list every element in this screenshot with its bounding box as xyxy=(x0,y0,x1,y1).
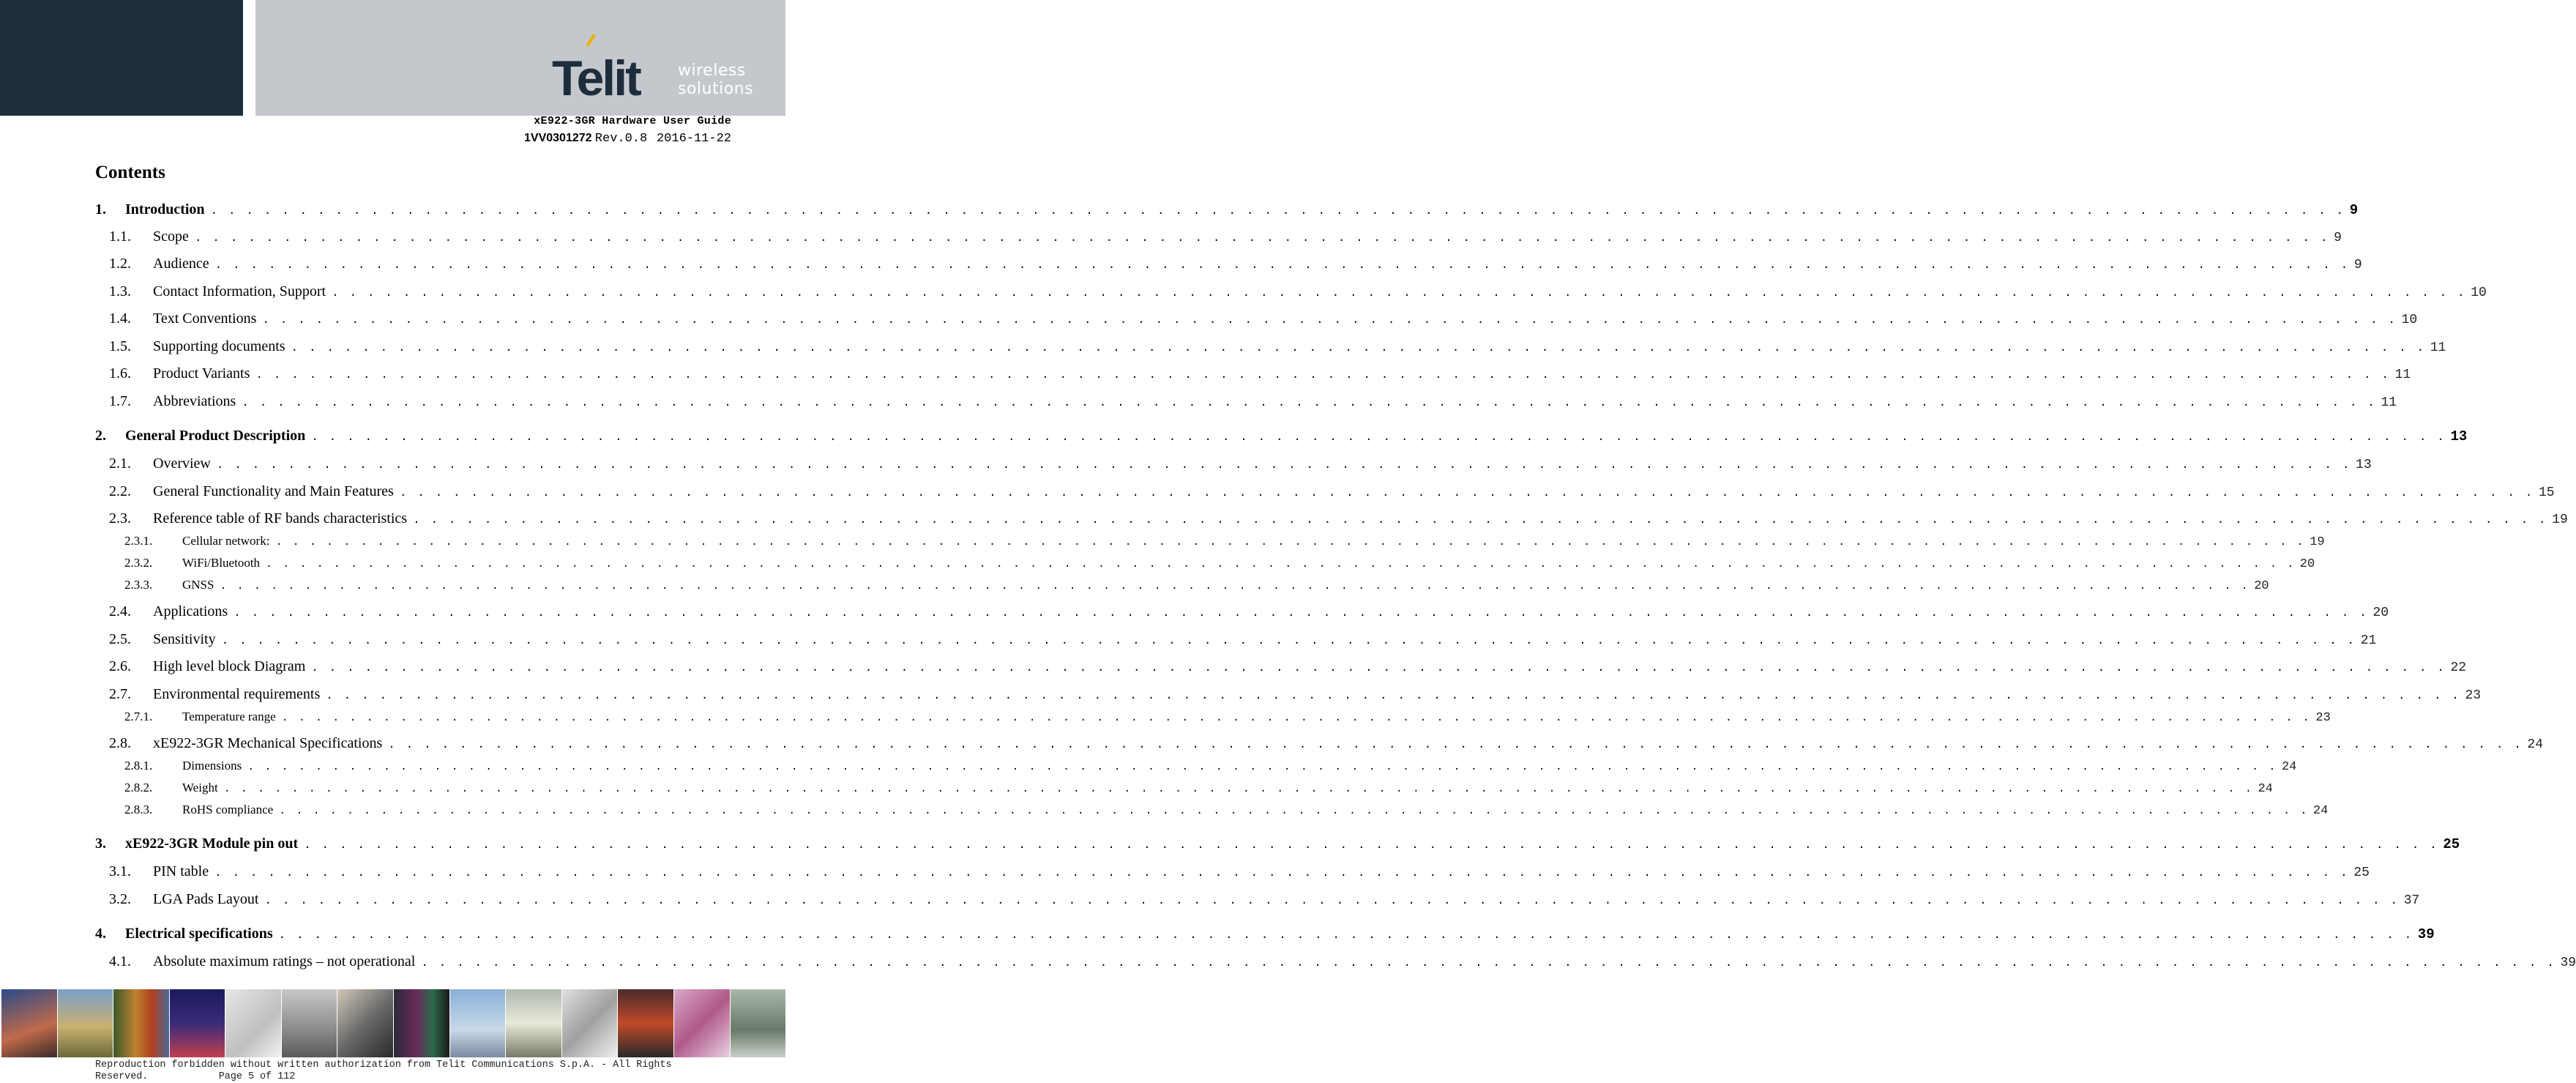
toc-entry[interactable] xyxy=(124,534,2325,549)
footer-photo xyxy=(282,989,337,1057)
toc-entry-number: 2.1. xyxy=(109,455,131,472)
toc-entry-number: 2.8.2. xyxy=(124,781,153,794)
toc-entry-title[interactable]: Reference table of RF bands characteristics xyxy=(153,510,408,526)
toc-entry-number: 2.2. xyxy=(109,483,131,499)
toc-entry-number: 1.1. xyxy=(109,228,131,245)
toc-entry-number: 2.5. xyxy=(109,631,131,647)
toc-entry-number: 2.3.2. xyxy=(124,556,153,570)
footer-photo xyxy=(170,989,225,1057)
toc-leader-dots: . . . . . . . . . . . . . . . . . . . . . . . . . . . . . . . . . . . . . . . . . . . . . . . . . . . . . . . . . . . . . . . . . . . . . . . . . . . . . . . . . . . . . . . . . . . . . . . . . . . . . . . . . . . . . . . . . . . . . . . . xyxy=(279,805,2309,817)
toc-leader-dots: . . . . . . . . . . . . . . . . . . . . . . . . . . . . . . . . . . . . . . . . . . . . . . . . . . . . . . . . . . . . . . . . . . . . . . . . . . . . . . . . . . . . . . . . . . . . . . . . . . . . . . . . . . . . . . . . . . . . . . . . xyxy=(234,606,2369,619)
toc-entry-page[interactable]: 24 xyxy=(2527,737,2544,752)
toc-entry[interactable] xyxy=(124,710,2331,725)
toc-entry-number: 1.6. xyxy=(109,365,131,382)
toc-entry[interactable] xyxy=(95,201,2359,218)
footer-photo xyxy=(337,989,393,1057)
tagline-line2: solutions xyxy=(678,80,754,98)
toc-entry[interactable] xyxy=(124,556,2315,571)
toc-entry-title[interactable]: General Functionality and Main Features xyxy=(153,483,394,499)
toc-entry-title[interactable]: Dimensions xyxy=(182,759,242,773)
toc-entry-number: 2.3.3. xyxy=(124,578,153,592)
toc-entry[interactable] xyxy=(109,365,2411,382)
toc-entry-title[interactable]: LGA Pads Layout xyxy=(153,891,259,907)
toc-entry-page[interactable]: 10 xyxy=(2471,286,2487,300)
toc-entry[interactable] xyxy=(124,578,2269,593)
toc-entry-number: 2.7. xyxy=(109,686,131,702)
toc-entry-page[interactable]: 39 xyxy=(2417,926,2435,942)
toc-entry-number: 1. xyxy=(95,201,106,217)
toc-leader-dots: . . . . . . . . . . . . . . . . . . . . . . . . . . . . . . . . . . . . . . . . . . . . . . . . . . . . . . . . . . . . . . . . . . . . . . . . . . . . . . . . . . . . . . . . . . . . . . . . . . . . . . . . . . . . . . . . . . . . . . . . xyxy=(311,661,2446,674)
toc-entry-title[interactable]: Audience xyxy=(153,256,209,272)
toc-entry[interactable] xyxy=(124,759,2297,774)
document-date: 2016-11-22 xyxy=(656,132,731,146)
toc-entry-page[interactable]: 24 xyxy=(2258,782,2273,796)
footer-photo-strip xyxy=(1,989,785,1057)
toc-entry-number: 4. xyxy=(95,926,106,942)
footer-photo xyxy=(58,989,113,1057)
toc-leader-dots: . . . . . . . . . . . . . . . . . . . . . . . . . . . . . . . . . . . . . . . . . . . . . . . . . . . . . . . . . . . . . . . . . . . . . . . . . . . . . . . . . . . . . . . . . . . . . . . . . . . . . . . . . . . . . . . . . . . . . . . . xyxy=(332,286,2467,299)
toc-entry-title[interactable]: General Product Description xyxy=(125,428,306,444)
toc-leader-dots: . . . . . . . . . . . . . . . . . . . . . . . . . . . . . . . . . . . . . . . . . . . . . . . . . . . . . . . . . . . . . . . . . . . . . . . . . . . . . . . . . . . . . . . . . . . . . . . . . . . . . . . . . . . . . . . . . . . . . . . . xyxy=(242,396,2377,409)
toc-entry-title[interactable]: RoHS compliance xyxy=(182,803,274,816)
toc-entry-page[interactable]: 20 xyxy=(2254,579,2269,593)
toc-leader-dots: . . . . . . . . . . . . . . . . . . . . . . . . . . . . . . . . . . . . . . . . . . . . . . . . . . . . . . . . . . . . . . . . . . . . . . . . . . . . . . . . . . . . . . . . . . . . . . . . . . . . . . . . . . . . . . . . . . . . . . . . xyxy=(210,204,2345,217)
footer-photo xyxy=(674,989,730,1057)
toc-entry-page[interactable]: 39 xyxy=(2560,956,2576,970)
toc-entry[interactable] xyxy=(95,926,2435,942)
toc-entry[interactable] xyxy=(109,310,2418,327)
toc-leader-dots: . . . . . . . . . . . . . . . . . . . . . . . . . . . . . . . . . . . . . . . . . . . . . . . . . . . . . . . . . . . . . . . . . . . . . . . . . . . . . . . . . . . . . . . . . . . . . . . . . . . . . . . . . . . . . . . . . . . . . . . . xyxy=(388,738,2523,751)
footer-page-number: Page 5 of 112 xyxy=(218,1071,296,1082)
toc-entry-page[interactable]: 25 xyxy=(2353,866,2370,880)
toc-entry[interactable] xyxy=(109,658,2467,675)
toc-entry[interactable] xyxy=(109,510,2568,527)
toc-entry-number: 3.2. xyxy=(109,891,131,907)
toc-leader-dots: . . . . . . . . . . . . . . . . . . . . . . . . . . . . . . . . . . . . . . . . . . . . . . . . . . . . . . . . . . . . . . . . . . . . . . . . . . . . . . . . . . . . . . . . . . . . . . . . . . . . . . . . . . . . . . . . . . . . . . . . xyxy=(194,231,2330,245)
toc-entry-title[interactable]: Text Conventions xyxy=(153,310,257,327)
toc-entry-page[interactable]: 19 xyxy=(2310,535,2325,549)
toc-entry-page[interactable]: 24 xyxy=(2312,804,2329,818)
contents-heading: Contents xyxy=(95,163,165,182)
toc-entry-page[interactable]: 20 xyxy=(2299,557,2315,571)
toc-leader-dots: . . . . . . . . . . . . . . . . . . . . . . . . . . . . . . . . . . . . . . . . . . . . . . . . . . . . . . . . . . . . . . . . . . . . . . . . . . . . . . . . . . . . . . . . . . . . . . . . . . . . . . . . . . . . . . . . . . . . . . . . xyxy=(214,258,2350,272)
toc-entry-title[interactable]: Temperature range xyxy=(182,710,276,723)
toc-leader-dots: . . . . . . . . . . . . . . . . . . . . . . . . . . . . . . . . . . . . . . . . . . . . . . . . . . . . . . . . . . . . . . . . . . . . . . . . . . . . . . . . . . . . . . . . . . . . . . . . . . . . . . . . . . . . . . . . . . . . . . . . xyxy=(216,458,2352,472)
toc-entry[interactable] xyxy=(109,455,2372,472)
toc-entry-title[interactable]: WiFi/Bluetooth xyxy=(182,556,261,570)
toc-entry[interactable] xyxy=(109,863,2370,880)
toc-entry-page[interactable]: 20 xyxy=(2372,606,2389,620)
toc-leader-dots: . . . . . . . . . . . . . . . . . . . . . . . . . . . . . . . . . . . . . . . . . . . . . . . . . . . . . . . . . . . . . . . . . . . . . . . . . . . . . . . . . . . . . . . . . . . . . . . . . . . . . . . . . . . . . . . . . . . . . . . . xyxy=(281,712,2312,724)
toc-leader-dots: . . . . . . . . . . . . . . . . . . . . . . . . . . . . . . . . . . . . . . . . . . . . . . . . . . . . . . . . . . . . . . . . . . . . . . . . . . . . . . . . . . . . . . . . . . . . . . . . . . . . . . . . . . . . . . . . . . . . . . . . xyxy=(278,928,2413,942)
toc-entry-title[interactable]: GNSS xyxy=(182,578,214,592)
toc-entry-title[interactable]: Applications xyxy=(153,603,228,619)
toc-leader-dots: . . . . . . . . . . . . . . . . . . . . . . . . . . . . . . . . . . . . . . . . . . . . . . . . . . . . . . . . . . . . . . . . . . . . . . . . . . . . . . . . . . . . . . . . . . . . . . . . . . . . . . . . . . . . . . . . . . . . . . . . xyxy=(291,341,2426,354)
toc-leader-dots: . . . . . . . . . . . . . . . . . . . . . . . . . . . . . . . . . . . . . . . . . . . . . . . . . . . . . . . . . . . . . . . . . . . . . . . . . . . . . . . . . . . . . . . . . . . . . . . . . . . . . . . . . . . . . . . . . . . . . . . . xyxy=(399,486,2534,499)
toc-entry[interactable] xyxy=(109,393,2397,410)
footer-photo xyxy=(506,989,561,1057)
toc-leader-dots: . . . . . . . . . . . . . . . . . . . . . . . . . . . . . . . . . . . . . . . . . . . . . . . . . . . . . . . . . . . . . . . . . . . . . . . . . . . . . . . . . . . . . . . . . . . . . . . . . . . . . . . . . . . . . . . . . . . . . . . . xyxy=(223,783,2254,795)
toc-entry-number: 1.7. xyxy=(109,393,131,409)
footer-line1: Reproduction forbidden without written authorization from Telit Communications S.p.A. - All Rights xyxy=(95,1060,672,1071)
toc-entry-title[interactable]: High level block Diagram xyxy=(153,658,306,674)
toc-entry-title[interactable]: xE922-3GR Module pin out xyxy=(125,835,299,852)
toc-entry-page[interactable]: 9 xyxy=(2334,231,2342,245)
toc-entry-title[interactable]: Cellular network: xyxy=(182,534,270,548)
document-meta xyxy=(524,130,731,146)
toc-entry-title[interactable]: Sensitivity xyxy=(153,631,216,647)
toc-entry-page[interactable]: 23 xyxy=(2465,688,2482,703)
footer-photo xyxy=(113,989,169,1057)
toc-entry-title[interactable]: Overview xyxy=(153,455,211,472)
toc-entry-number: 3. xyxy=(95,835,106,852)
toc-entry-title[interactable]: Absolute maximum ratings – not operational xyxy=(153,953,416,970)
toc-entry-number: 2. xyxy=(95,428,106,444)
toc-entry-title[interactable]: Weight xyxy=(182,781,218,794)
footer-photo xyxy=(1,989,57,1057)
toc-leader-dots: . . . . . . . . . . . . . . . . . . . . . . . . . . . . . . . . . . . . . . . . . . . . . . . . . . . . . . . . . . . . . . . . . . . . . . . . . . . . . . . . . . . . . . . . . . . . . . . . . . . . . . . . . . . . . . . . . . . . . . . . xyxy=(262,313,2397,327)
document-code: 1VV0301272 xyxy=(524,132,592,144)
toc-leader-dots: . . . . . . . . . . . . . . . . . . . . . . . . . . . . . . . . . . . . . . . . . . . . . . . . . . . . . . . . . . . . . . . . . . . . . . . . . . . . . . . . . . . . . . . . . . . . . . . . . . . . . . . . . . . . . . . . . . . . . . . . xyxy=(247,761,2277,773)
toc-entry-number: 2.3. xyxy=(109,510,131,526)
footer-line2-reserved: Reserved. xyxy=(95,1071,149,1082)
toc-entry[interactable] xyxy=(109,686,2482,703)
toc-entry[interactable] xyxy=(109,603,2389,620)
header-grey-block xyxy=(255,0,785,116)
toc-entry-title[interactable]: Environmental requirements xyxy=(153,686,321,702)
toc-entry-number: 1.3. xyxy=(109,283,131,299)
toc-leader-dots: . . . . . . . . . . . . . . . . . . . . . . . . . . . . . . . . . . . . . . . . . . . . . . . . . . . . . . . . . . . . . . . . . . . . . . . . . . . . . . . . . . . . . . . . . . . . . . . . . . . . . . . . . . . . . . . . . . . . . . . . xyxy=(413,513,2548,526)
toc-entry-title[interactable]: Introduction xyxy=(125,201,205,217)
toc-entry-page[interactable]: 10 xyxy=(2401,313,2418,327)
toc-leader-dots: . . . . . . . . . . . . . . . . . . . . . . . . . . . . . . . . . . . . . . . . . . . . . . . . . . . . . . . . . . . . . . . . . . . . . . . . . . . . . . . . . . . . . . . . . . . . . . . . . . . . . . . . . . . . . . . . . . . . . . . . xyxy=(221,634,2356,647)
toc-leader-dots: . . . . . . . . . . . . . . . . . . . . . . . . . . . . . . . . . . . . . . . . . . . . . . . . . . . . . . . . . . . . . . . . . . . . . . . . . . . . . . . . . . . . . . . . . . . . . . . . . . . . . . . . . . . . . . . . . . . . . . . . xyxy=(311,431,2446,444)
footer-photo xyxy=(731,989,786,1057)
toc-entry[interactable] xyxy=(109,891,2420,908)
toc-entry-number: 2.4. xyxy=(109,603,131,619)
svg-text:Telit: Telit xyxy=(552,51,640,106)
footer-photo xyxy=(225,989,281,1057)
toc-entry-title[interactable]: Supporting documents xyxy=(153,338,285,354)
footer-photo xyxy=(618,989,673,1057)
toc-entry[interactable] xyxy=(109,256,2362,272)
toc-entry[interactable] xyxy=(124,781,2273,796)
toc-leader-dots: . . . . . . . . . . . . . . . . . . . . . . . . . . . . . . . . . . . . . . . . . . . . . . . . . . . . . . . . . . . . . . . . . . . . . . . . . . . . . . . . . . . . . . . . . . . . . . . . . . . . . . . . . . . . . . . . . . . . . . . . xyxy=(421,956,2556,970)
toc-entry[interactable] xyxy=(109,631,2377,648)
footer-notice xyxy=(95,1060,672,1083)
footer-photo xyxy=(394,989,449,1057)
toc-leader-dots: . . . . . . . . . . . . . . . . . . . . . . . . . . . . . . . . . . . . . . . . . . . . . . . . . . . . . . . . . . . . . . . . . . . . . . . . . . . . . . . . . . . . . . . . . . . . . . . . . . . . . . . . . . . . . . . . . . . . . . . . xyxy=(266,558,2296,570)
toc-leader-dots: . . . . . . . . . . . . . . . . . . . . . . . . . . . . . . . . . . . . . . . . . . . . . . . . . . . . . . . . . . . . . . . . . . . . . . . . . . . . . . . . . . . . . . . . . . . . . . . . . . . . . . . . . . . . . . . . . . . . . . . . xyxy=(255,368,2391,382)
toc-entry-number: 2.6. xyxy=(109,658,131,674)
toc-entry[interactable] xyxy=(109,735,2544,752)
toc-entry-number: 3.1. xyxy=(109,863,131,879)
header-dark-block xyxy=(0,0,243,116)
document-revision: Rev.0.8 xyxy=(594,132,648,146)
toc-entry-page[interactable]: 11 xyxy=(2381,395,2397,410)
toc-entry-title[interactable]: Electrical specifications xyxy=(125,926,273,942)
toc-entry-page[interactable]: 15 xyxy=(2538,485,2555,500)
toc-entry-page[interactable]: 21 xyxy=(2360,633,2377,648)
toc-entry[interactable] xyxy=(109,953,2576,970)
toc-entry-number: 2.7.1. xyxy=(124,710,153,723)
tagline-line1: wireless xyxy=(678,62,746,80)
toc-entry[interactable] xyxy=(109,483,2555,500)
toc-entry[interactable] xyxy=(95,428,2468,444)
toc-entry-page[interactable]: 9 xyxy=(2353,258,2362,272)
toc-entry-number: 2.8.3. xyxy=(124,803,153,816)
toc-entry-number: 2.8.1. xyxy=(124,759,153,773)
toc-entry-number: 1.2. xyxy=(109,256,131,272)
toc-entry-page[interactable]: 11 xyxy=(2430,340,2446,355)
toc-entry-title[interactable]: PIN table xyxy=(153,863,209,879)
toc-entry[interactable] xyxy=(109,283,2487,300)
toc-entry-page[interactable]: 37 xyxy=(2403,893,2420,908)
toc-entry-title[interactable]: Abbreviations xyxy=(153,393,236,409)
toc-leader-dots: . . . . . . . . . . . . . . . . . . . . . . . . . . . . . . . . . . . . . . . . . . . . . . . . . . . . . . . . . . . . . . . . . . . . . . . . . . . . . . . . . . . . . . . . . . . . . . . . . . . . . . . . . . . . . . . . . . . . . . . . xyxy=(220,580,2250,592)
toc-entry-page[interactable]: 13 xyxy=(2356,458,2372,472)
toc-leader-dots: . . . . . . . . . . . . . . . . . . . . . . . . . . . . . . . . . . . . . . . . . . . . . . . . . . . . . . . . . . . . . . . . . . . . . . . . . . . . . . . . . . . . . . . . . . . . . . . . . . . . . . . . . . . . . . . . . . . . . . . . xyxy=(214,866,2350,879)
footer-photo xyxy=(562,989,618,1057)
toc-entry-number: 2.8. xyxy=(109,735,131,751)
toc-entry-page[interactable]: 9 xyxy=(2349,202,2359,218)
toc-entry-number: 2.3.1. xyxy=(124,534,153,548)
document-title: xE922-3GR Hardware User Guide xyxy=(534,115,731,127)
toc-entry-number: 1.5. xyxy=(109,338,131,354)
telit-logo xyxy=(550,31,668,106)
toc-entry-page[interactable]: 25 xyxy=(2443,836,2460,852)
footer-photo xyxy=(450,989,506,1057)
logo-tagline xyxy=(678,62,753,98)
toc-entry-page[interactable]: 13 xyxy=(2450,428,2468,444)
toc-entry-number: 4.1. xyxy=(109,953,131,970)
toc-entry-page[interactable]: 23 xyxy=(2315,711,2331,725)
toc-entry-page[interactable]: 11 xyxy=(2394,368,2411,382)
toc-leader-dots: . . . . . . . . . . . . . . . . . . . . . . . . . . . . . . . . . . . . . . . . . . . . . . . . . . . . . . . . . . . . . . . . . . . . . . . . . . . . . . . . . . . . . . . . . . . . . . . . . . . . . . . . . . . . . . . . . . . . . . . . xyxy=(326,689,2461,702)
toc-leader-dots: . . . . . . . . . . . . . . . . . . . . . . . . . . . . . . . . . . . . . . . . . . . . . . . . . . . . . . . . . . . . . . . . . . . . . . . . . . . . . . . . . . . . . . . . . . . . . . . . . . . . . . . . . . . . . . . . . . . . . . . . xyxy=(264,894,2400,907)
toc-entry[interactable] xyxy=(95,835,2460,852)
toc-entry-page[interactable]: 22 xyxy=(2450,660,2467,675)
toc-entry-title[interactable]: xE922-3GR Mechanical Specifications xyxy=(153,735,383,751)
toc-entry[interactable] xyxy=(109,338,2446,355)
toc-entry-title[interactable]: Scope xyxy=(153,228,189,245)
toc-leader-dots: . . . . . . . . . . . . . . . . . . . . . . . . . . . . . . . . . . . . . . . . . . . . . . . . . . . . . . . . . . . . . . . . . . . . . . . . . . . . . . . . . . . . . . . . . . . . . . . . . . . . . . . . . . . . . . . . . . . . . . . . xyxy=(275,536,2306,548)
toc-leader-dots: . . . . . . . . . . . . . . . . . . . . . . . . . . . . . . . . . . . . . . . . . . . . . . . . . . . . . . . . . . . . . . . . . . . . . . . . . . . . . . . . . . . . . . . . . . . . . . . . . . . . . . . . . . . . . . . . . . . . . . . . xyxy=(304,838,2439,852)
toc-entry[interactable] xyxy=(124,803,2329,818)
toc-entry-page[interactable]: 24 xyxy=(2281,760,2297,774)
toc-entry-title[interactable]: Contact Information, Support xyxy=(153,283,326,299)
toc-entry-page[interactable]: 19 xyxy=(2552,513,2568,527)
toc-entry-number: 1.4. xyxy=(109,310,131,327)
toc-entry[interactable] xyxy=(109,228,2342,245)
toc-entry-title[interactable]: Product Variants xyxy=(153,365,250,382)
